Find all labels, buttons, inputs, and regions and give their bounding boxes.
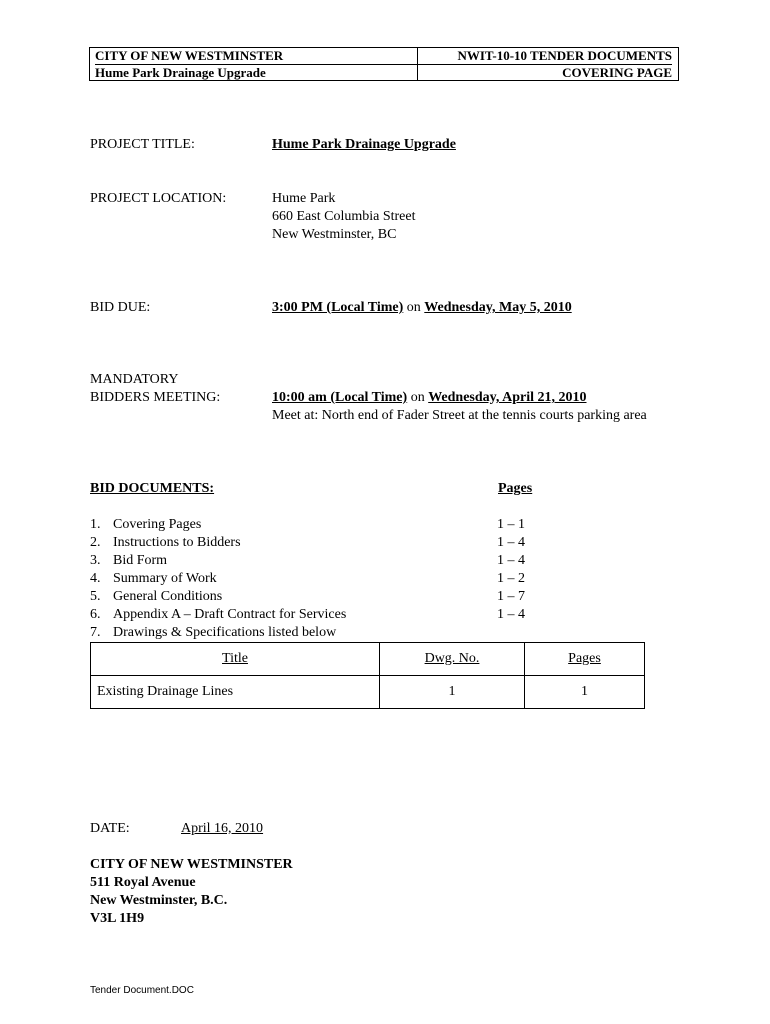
item-pages: 1 – 1 bbox=[497, 517, 525, 532]
date-value: April 16, 2010 bbox=[181, 821, 264, 836]
list-item bbox=[90, 570, 346, 588]
item-number: 2. bbox=[90, 535, 101, 550]
header-page-name: COVERING PAGE bbox=[562, 65, 672, 80]
meeting-location: Meet at: North end of Fader Street at the tennis courts parking area bbox=[272, 408, 647, 423]
column-header: Title bbox=[91, 643, 380, 676]
item-title: Instructions to Bidders bbox=[113, 535, 241, 550]
meeting-label-line1: MANDATORY bbox=[90, 372, 179, 387]
meeting-label-line2: BIDDERS MEETING: bbox=[90, 390, 221, 405]
pages-heading: Pages bbox=[498, 481, 533, 496]
item-pages: 1 – 4 bbox=[497, 535, 525, 550]
header-doc-ref: NWIT-10-10 TENDER DOCUMENTS bbox=[418, 48, 672, 65]
bid-due-value bbox=[272, 300, 572, 316]
project-title-value: Hume Park Drainage Upgrade bbox=[272, 137, 456, 152]
item-pages: 1 – 4 bbox=[497, 607, 525, 622]
item-number: 4. bbox=[90, 571, 101, 586]
column-header: Dwg. No. bbox=[380, 643, 525, 676]
item-number: 6. bbox=[90, 607, 101, 622]
item-title: Covering Pages bbox=[113, 517, 202, 532]
item-pages: 1 – 4 bbox=[497, 553, 525, 568]
header-right bbox=[418, 48, 678, 80]
item-title: General Conditions bbox=[113, 589, 223, 604]
item-title: Drawings & Specifications listed below bbox=[113, 625, 337, 640]
pages-column bbox=[497, 516, 525, 624]
project-title-label: PROJECT TITLE: bbox=[90, 137, 195, 152]
bid-due-date: Wednesday, May 5, 2010 bbox=[424, 300, 572, 315]
date-label: DATE: bbox=[90, 821, 130, 836]
item-number: 3. bbox=[90, 553, 101, 568]
meeting-label bbox=[90, 371, 220, 407]
list-item bbox=[90, 552, 346, 570]
document-header bbox=[89, 47, 679, 81]
header-project: Hume Park Drainage Upgrade bbox=[95, 65, 266, 80]
list-item bbox=[90, 606, 346, 624]
item-number: 5. bbox=[90, 589, 101, 604]
bid-due-on: on bbox=[406, 300, 421, 315]
table-cell: Existing Drainage Lines bbox=[91, 676, 380, 709]
list-item bbox=[90, 624, 346, 642]
header-left bbox=[90, 48, 418, 80]
address-line: 511 Royal Avenue bbox=[90, 875, 196, 890]
table-cell: 1 bbox=[380, 676, 525, 709]
bid-documents-heading: BID DOCUMENTS: bbox=[90, 481, 215, 496]
meeting-date: Wednesday, April 21, 2010 bbox=[428, 390, 587, 405]
bid-due-label: BID DUE: bbox=[90, 300, 151, 315]
table-header-row bbox=[91, 643, 645, 676]
meeting-value bbox=[272, 389, 647, 425]
footer-filename: Tender Document.DOC bbox=[90, 985, 194, 996]
item-title: Appendix A – Draft Contract for Services bbox=[113, 607, 347, 622]
table-cell: 1 bbox=[525, 676, 645, 709]
address-line: New Westminster, B.C. bbox=[90, 893, 228, 908]
project-location-value bbox=[272, 190, 415, 244]
list-item bbox=[90, 588, 346, 606]
item-pages: 1 – 2 bbox=[497, 571, 525, 586]
meeting-time: 10:00 am (Local Time) bbox=[272, 390, 408, 405]
drawings-table bbox=[90, 642, 645, 709]
meeting-on: on bbox=[410, 390, 425, 405]
address-line: V3L 1H9 bbox=[90, 911, 145, 926]
bid-documents-list bbox=[90, 516, 346, 642]
item-number: 7. bbox=[90, 625, 101, 640]
location-line: 660 East Columbia Street bbox=[272, 209, 416, 224]
location-line: Hume Park bbox=[272, 191, 336, 206]
table-row bbox=[91, 676, 645, 709]
item-pages: 1 – 7 bbox=[497, 589, 525, 604]
project-location-label: PROJECT LOCATION: bbox=[90, 191, 227, 206]
list-item bbox=[90, 516, 346, 534]
address-line: CITY OF NEW WESTMINSTER bbox=[90, 857, 293, 872]
item-title: Bid Form bbox=[113, 553, 168, 568]
list-item bbox=[90, 534, 346, 552]
column-header: Pages bbox=[525, 643, 645, 676]
item-title: Summary of Work bbox=[113, 571, 217, 586]
bid-due-time: 3:00 PM (Local Time) bbox=[272, 300, 404, 315]
address-block bbox=[90, 856, 293, 928]
header-org: CITY OF NEW WESTMINSTER bbox=[95, 48, 417, 65]
location-line: New Westminster, BC bbox=[272, 227, 397, 242]
item-number: 1. bbox=[90, 517, 101, 532]
